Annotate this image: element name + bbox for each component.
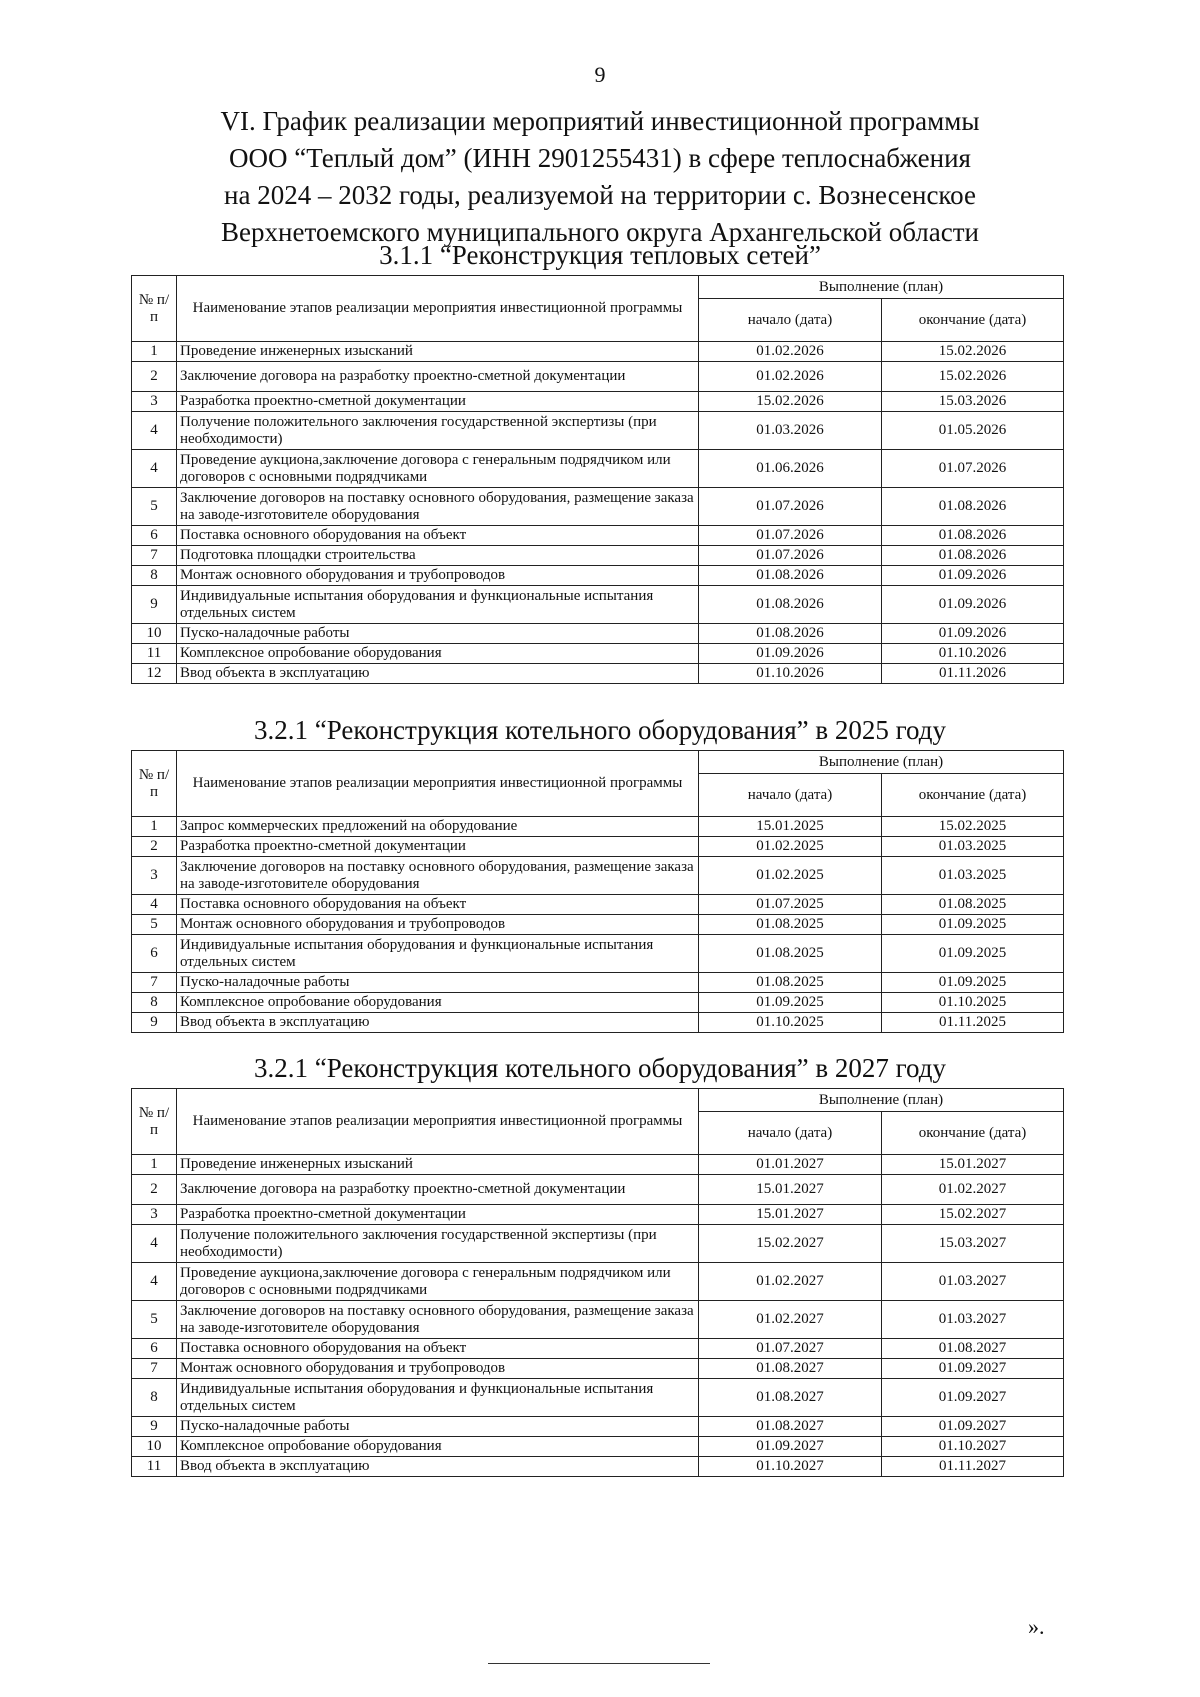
stage-name: Комплексное опробование оборудования — [177, 644, 699, 664]
row-number: 3 — [132, 1205, 177, 1225]
start-date: 15.01.2027 — [699, 1205, 882, 1225]
end-date: 01.09.2027 — [882, 1359, 1064, 1379]
stage-name: Проведение инженерных изысканий — [177, 1155, 699, 1175]
stage-name: Монтаж основного оборудования и трубопроводов — [177, 566, 699, 586]
stage-name: Заключение договоров на поставку основного оборудования, размещение заказа на заводе-изготовителе оборудования — [177, 857, 699, 895]
start-date: 15.02.2026 — [699, 392, 882, 412]
start-date: 01.03.2026 — [699, 412, 882, 450]
section-title: 3.2.1 “Реконструкция котельного оборудования” в 2027 году — [253, 1053, 947, 1083]
start-date: 01.08.2026 — [699, 566, 882, 586]
end-date: 01.03.2027 — [882, 1301, 1064, 1339]
start-date: 01.07.2025 — [699, 895, 882, 915]
column-header-stage-name: Наименование этапов реализации мероприятия инвестиционной программы — [177, 276, 699, 342]
column-header-start-date: начало (дата) — [699, 1112, 882, 1155]
stage-name: Заключение договора на разработку проектно-сметной документации — [177, 362, 699, 392]
column-header-number: № п/п — [132, 276, 177, 342]
end-date: 01.08.2026 — [882, 488, 1064, 526]
end-date: 01.08.2026 — [882, 526, 1064, 546]
closing-quote-mark: ». — [1028, 1614, 1045, 1639]
stage-name: Подготовка площадки строительства — [177, 546, 699, 566]
stage-name: Получение положительного заключения государственной экспертизы (при необходимости) — [177, 1225, 699, 1263]
start-date: 01.02.2025 — [699, 837, 882, 857]
start-date: 01.07.2026 — [699, 546, 882, 566]
row-number: 4 — [132, 412, 177, 450]
start-date: 01.08.2026 — [699, 586, 882, 624]
end-date: 01.09.2027 — [882, 1379, 1064, 1417]
stage-name: Разработка проектно-сметной документации — [177, 392, 699, 412]
stage-name: Комплексное опробование оборудования — [177, 993, 699, 1013]
schedule-table — [131, 275, 1064, 684]
heading-line: ООО “Теплый дом” (ИНН 2901255431) в сфере теплоснабжения — [229, 143, 971, 173]
end-date: 01.09.2025 — [882, 935, 1064, 973]
end-date: 01.11.2026 — [882, 664, 1064, 684]
stage-name: Индивидуальные испытания оборудования и функциональные испытания отдельных систем — [177, 586, 699, 624]
table-row — [132, 566, 1064, 586]
table-row — [132, 1175, 1064, 1205]
column-header-number: № п/п — [132, 751, 177, 817]
stage-name: Ввод объекта в эксплуатацию — [177, 664, 699, 684]
column-header-stage-name: Наименование этапов реализации мероприятия инвестиционной программы — [177, 751, 699, 817]
row-number: 5 — [132, 1301, 177, 1339]
start-date: 15.01.2025 — [699, 817, 882, 837]
end-date: 01.10.2025 — [882, 993, 1064, 1013]
end-date: 01.09.2025 — [882, 915, 1064, 935]
row-number: 3 — [132, 857, 177, 895]
row-number: 2 — [132, 362, 177, 392]
row-number: 9 — [132, 586, 177, 624]
start-date: 01.07.2026 — [699, 488, 882, 526]
start-date: 01.07.2027 — [699, 1339, 882, 1359]
row-number: 6 — [132, 526, 177, 546]
row-number: 8 — [132, 566, 177, 586]
end-date: 15.02.2026 — [882, 362, 1064, 392]
table-row — [132, 1013, 1064, 1033]
start-date: 01.09.2027 — [699, 1437, 882, 1457]
row-number: 7 — [132, 1359, 177, 1379]
start-date: 01.09.2026 — [699, 644, 882, 664]
stage-name: Проведение инженерных изысканий — [177, 342, 699, 362]
table-row — [132, 915, 1064, 935]
start-date: 01.01.2027 — [699, 1155, 882, 1175]
end-date: 01.05.2026 — [882, 412, 1064, 450]
end-date: 15.02.2027 — [882, 1205, 1064, 1225]
table-row — [132, 1379, 1064, 1417]
stage-name: Заключение договора на разработку проектно-сметной документации — [177, 1175, 699, 1205]
schedule-table — [131, 1088, 1064, 1477]
stage-name: Комплексное опробование оборудования — [177, 1437, 699, 1457]
table-row — [132, 644, 1064, 664]
heading-line: Верхнетоемского муниципального округа Архангельской области — [221, 217, 979, 247]
row-number: 2 — [132, 1175, 177, 1205]
column-header-end-date: окончание (дата) — [882, 774, 1064, 817]
table-row — [132, 857, 1064, 895]
stage-name: Получение положительного заключения государственной экспертизы (при необходимости) — [177, 412, 699, 450]
start-date: 15.01.2027 — [699, 1175, 882, 1205]
row-number: 4 — [132, 450, 177, 488]
end-date: 01.09.2026 — [882, 566, 1064, 586]
start-date: 01.08.2025 — [699, 915, 882, 935]
table-row — [132, 1457, 1064, 1477]
table-row — [132, 526, 1064, 546]
end-date: 01.03.2025 — [882, 837, 1064, 857]
end-date: 01.08.2026 — [882, 546, 1064, 566]
row-number: 12 — [132, 664, 177, 684]
column-header-stage-name: Наименование этапов реализации мероприятия инвестиционной программы — [177, 1089, 699, 1155]
table-row — [132, 450, 1064, 488]
start-date: 15.02.2027 — [699, 1225, 882, 1263]
end-date: 01.10.2026 — [882, 644, 1064, 664]
table-row — [132, 586, 1064, 624]
table-row — [132, 1359, 1064, 1379]
stage-name: Ввод объекта в эксплуатацию — [177, 1457, 699, 1477]
stage-name: Индивидуальные испытания оборудования и функциональные испытания отдельных систем — [177, 1379, 699, 1417]
row-number: 5 — [132, 915, 177, 935]
start-date: 01.06.2026 — [699, 450, 882, 488]
row-number: 4 — [132, 895, 177, 915]
start-date: 01.02.2027 — [699, 1301, 882, 1339]
stage-name: Проведение аукциона,заключение договора с генеральным подрядчиком или договоров с основными подрядчиками — [177, 450, 699, 488]
stage-name: Заключение договоров на поставку основного оборудования, размещение заказа на заводе-изготовителе оборудования — [177, 488, 699, 526]
end-date: 15.03.2026 — [882, 392, 1064, 412]
row-number: 2 — [132, 837, 177, 857]
row-number: 11 — [132, 1457, 177, 1477]
table-row — [132, 817, 1064, 837]
start-date: 01.10.2025 — [699, 1013, 882, 1033]
section-title: 3.1.1 “Реконструкция тепловых сетей” — [379, 240, 821, 270]
end-date: 15.03.2027 — [882, 1225, 1064, 1263]
stage-name: Разработка проектно-сметной документации — [177, 837, 699, 857]
end-date: 01.03.2027 — [882, 1263, 1064, 1301]
table-row — [132, 1339, 1064, 1359]
end-date: 15.02.2025 — [882, 817, 1064, 837]
table-row — [132, 935, 1064, 973]
start-date: 01.08.2025 — [699, 973, 882, 993]
column-header-execution-plan: Выполнение (план) — [699, 276, 1064, 299]
row-number: 9 — [132, 1417, 177, 1437]
row-number: 11 — [132, 644, 177, 664]
row-number: 7 — [132, 973, 177, 993]
row-number: 3 — [132, 392, 177, 412]
column-header-end-date: окончание (дата) — [882, 299, 1064, 342]
start-date: 01.08.2025 — [699, 935, 882, 973]
start-date: 01.02.2026 — [699, 362, 882, 392]
stage-name: Разработка проектно-сметной документации — [177, 1205, 699, 1225]
column-header-execution-plan: Выполнение (план) — [699, 1089, 1064, 1112]
start-date: 01.08.2027 — [699, 1417, 882, 1437]
start-date: 01.02.2027 — [699, 1263, 882, 1301]
table-row — [132, 1225, 1064, 1263]
table-row — [132, 412, 1064, 450]
end-date: 01.09.2027 — [882, 1417, 1064, 1437]
row-number: 7 — [132, 546, 177, 566]
page-number: 9 — [594, 62, 606, 87]
footer-divider — [488, 1663, 710, 1664]
end-date: 01.09.2026 — [882, 586, 1064, 624]
document-heading — [130, 103, 1070, 251]
table-row — [132, 1263, 1064, 1301]
column-header-number: № п/п — [132, 1089, 177, 1155]
row-number: 9 — [132, 1013, 177, 1033]
table-row — [132, 664, 1064, 684]
end-date: 01.03.2025 — [882, 857, 1064, 895]
stage-name: Запрос коммерческих предложений на оборудование — [177, 817, 699, 837]
row-number: 6 — [132, 935, 177, 973]
stage-name: Монтаж основного оборудования и трубопроводов — [177, 1359, 699, 1379]
table-row — [132, 993, 1064, 1013]
table-row — [132, 342, 1064, 362]
column-header-execution-plan: Выполнение (план) — [699, 751, 1064, 774]
table-row — [132, 837, 1064, 857]
row-number: 1 — [132, 817, 177, 837]
stage-name: Заключение договоров на поставку основного оборудования, размещение заказа на заводе-изготовителе оборудования — [177, 1301, 699, 1339]
row-number: 10 — [132, 624, 177, 644]
end-date: 01.07.2026 — [882, 450, 1064, 488]
stage-name: Пуско-наладочные работы — [177, 624, 699, 644]
stage-name: Поставка основного оборудования на объект — [177, 895, 699, 915]
end-date: 01.02.2027 — [882, 1175, 1064, 1205]
end-date: 01.09.2026 — [882, 624, 1064, 644]
table-row — [132, 973, 1064, 993]
end-date: 01.08.2025 — [882, 895, 1064, 915]
start-date: 01.08.2027 — [699, 1379, 882, 1417]
end-date: 15.02.2026 — [882, 342, 1064, 362]
start-date: 01.10.2026 — [699, 664, 882, 684]
table-row — [132, 1205, 1064, 1225]
start-date: 01.09.2025 — [699, 993, 882, 1013]
stage-name: Ввод объекта в эксплуатацию — [177, 1013, 699, 1033]
stage-name: Пуско-наладочные работы — [177, 973, 699, 993]
column-header-start-date: начало (дата) — [699, 774, 882, 817]
row-number: 8 — [132, 993, 177, 1013]
start-date: 01.02.2025 — [699, 857, 882, 895]
table-row — [132, 546, 1064, 566]
end-date: 15.01.2027 — [882, 1155, 1064, 1175]
table-row — [132, 895, 1064, 915]
table-row — [132, 392, 1064, 412]
heading-line: VI. График реализации мероприятий инвестиционной программы — [220, 106, 980, 136]
row-number: 1 — [132, 1155, 177, 1175]
stage-name: Проведение аукциона,заключение договора с генеральным подрядчиком или договоров с основными подрядчиками — [177, 1263, 699, 1301]
column-header-start-date: начало (дата) — [699, 299, 882, 342]
table-row — [132, 1155, 1064, 1175]
column-header-end-date: окончание (дата) — [882, 1112, 1064, 1155]
end-date: 01.09.2025 — [882, 973, 1064, 993]
heading-line: на 2024 – 2032 годы, реализуемой на территории с. Вознесенское — [224, 180, 976, 210]
start-date: 01.10.2027 — [699, 1457, 882, 1477]
table-row — [132, 624, 1064, 644]
schedule-table — [131, 750, 1064, 1033]
stage-name: Поставка основного оборудования на объект — [177, 526, 699, 546]
start-date: 01.07.2026 — [699, 526, 882, 546]
end-date: 01.11.2027 — [882, 1457, 1064, 1477]
stage-name: Индивидуальные испытания оборудования и функциональные испытания отдельных систем — [177, 935, 699, 973]
table-row — [132, 1417, 1064, 1437]
start-date: 01.02.2026 — [699, 342, 882, 362]
stage-name: Монтаж основного оборудования и трубопроводов — [177, 915, 699, 935]
table-row — [132, 362, 1064, 392]
end-date: 01.11.2025 — [882, 1013, 1064, 1033]
row-number: 8 — [132, 1379, 177, 1417]
table-row — [132, 488, 1064, 526]
row-number: 4 — [132, 1225, 177, 1263]
row-number: 6 — [132, 1339, 177, 1359]
start-date: 01.08.2027 — [699, 1359, 882, 1379]
table-row — [132, 1437, 1064, 1457]
section-title: 3.2.1 “Реконструкция котельного оборудования” в 2025 году — [253, 715, 947, 745]
table-row — [132, 1301, 1064, 1339]
row-number: 1 — [132, 342, 177, 362]
row-number: 4 — [132, 1263, 177, 1301]
start-date: 01.08.2026 — [699, 624, 882, 644]
end-date: 01.08.2027 — [882, 1339, 1064, 1359]
row-number: 10 — [132, 1437, 177, 1457]
stage-name: Пуско-наладочные работы — [177, 1417, 699, 1437]
end-date: 01.10.2027 — [882, 1437, 1064, 1457]
stage-name: Поставка основного оборудования на объект — [177, 1339, 699, 1359]
row-number: 5 — [132, 488, 177, 526]
